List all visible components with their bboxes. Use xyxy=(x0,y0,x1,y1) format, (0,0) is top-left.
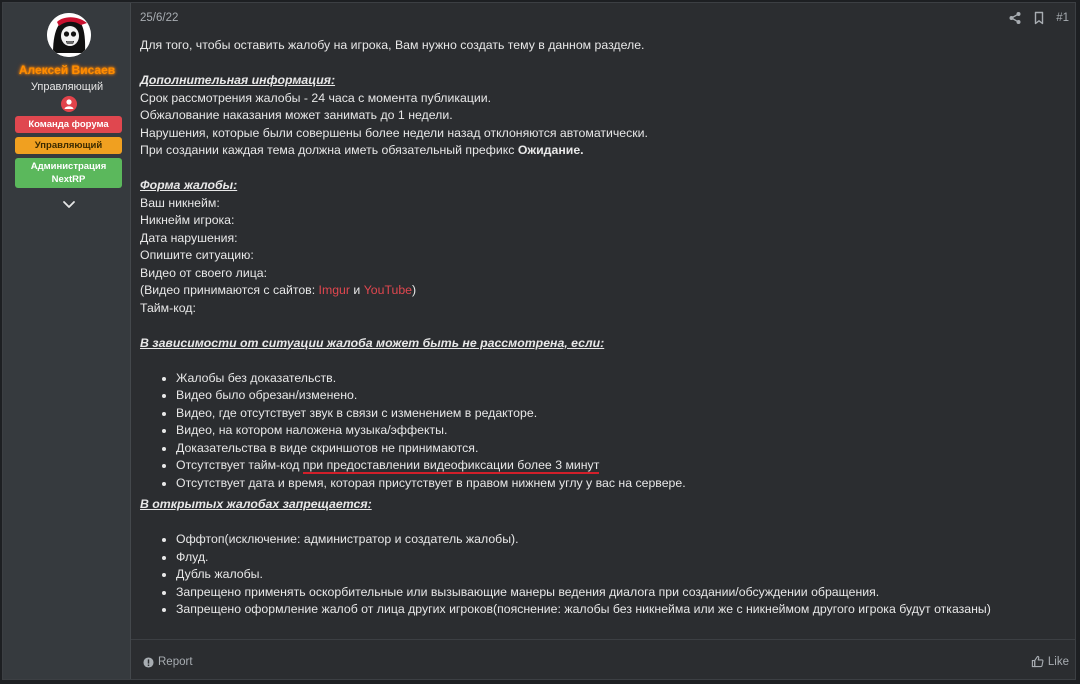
list-item: • Дубль жалобы. xyxy=(176,566,1060,584)
banner-forum-team: Команда форума xyxy=(15,116,122,133)
banner-administration xyxy=(15,158,122,188)
imgur-link[interactable]: Imgur xyxy=(318,283,350,297)
form-line: Никнейм игрока: xyxy=(140,213,235,227)
chevron-down-icon[interactable] xyxy=(61,198,77,212)
report-icon xyxy=(143,657,154,668)
user-avatar[interactable] xyxy=(47,13,91,57)
list-item: • Запрещено оформление жалоб от лица других игроков(пояснение: жалобы без никнейма или же с никнеймом другого игрока будут отказаны) xyxy=(176,601,1060,619)
extra-line: Обжалование наказания может занимать до 1 недели. xyxy=(140,108,453,122)
timecode-rule-text: Отсутствует тайм-код xyxy=(176,458,303,472)
prefix-bold: Ожидание. xyxy=(517,143,584,157)
list-item: • Доказательства в виде скриншотов не принимаются. xyxy=(176,440,1060,458)
user-sidebar xyxy=(3,3,131,679)
thumbs-up-icon xyxy=(1031,655,1044,668)
forbidden-list xyxy=(140,531,1060,619)
reject-list xyxy=(140,370,1060,493)
list-item: • Запрещено применять оскорбительные или вызывающие манеры ведения диалога при создании/обсуждении обращения. xyxy=(176,584,1060,602)
list-item: • Видео, на котором наложена музыка/эффекты. xyxy=(176,422,1060,440)
intro-text: Для того, чтобы оставить жалобу на игрока, Вам нужно создать тему в данном разделе. xyxy=(140,38,645,52)
post-footer xyxy=(131,639,1075,680)
reject-heading: В зависимости от ситуации жалоба может быть не рассмотрена, если: xyxy=(140,335,605,350)
forum-post xyxy=(2,2,1076,680)
post-content xyxy=(131,3,1075,679)
form-line: Ваш никнейм: xyxy=(140,195,220,210)
video-sources-line xyxy=(140,282,1060,300)
share-icon[interactable] xyxy=(1008,11,1022,25)
post-actions xyxy=(1008,11,1069,25)
like-label: Like xyxy=(1047,655,1069,668)
list-item xyxy=(176,457,1060,475)
list-item: • Отсутствует дата и время, которая присутствует в правом нижнем углу у вас на сервере. xyxy=(176,475,1060,493)
list-item: • Видео, где отсутствует звук в связи с изменением в редакторе. xyxy=(176,405,1060,423)
form-line: Дата нарушения: xyxy=(140,230,238,245)
timecode-rule-underlined: при предоставлении видеофиксации более 3 минут xyxy=(302,458,600,472)
prefix-line xyxy=(140,142,1060,160)
youtube-link[interactable]: YouTube xyxy=(363,283,413,297)
user-title: Управляющий xyxy=(30,81,104,93)
list-item: • Оффтоп(исключение: администратор и создатель жалобы). xyxy=(176,531,1060,549)
report-button[interactable] xyxy=(143,656,193,668)
form-line: Опишите ситуацию: xyxy=(140,248,254,262)
banner-manager: Управляющий xyxy=(15,137,122,154)
list-item: • Флуд. xyxy=(176,549,1060,567)
banner-administration-line2: NextRP xyxy=(51,174,86,185)
timecode-line: Тайм-код: xyxy=(140,300,196,315)
video-close-paren: ) xyxy=(412,283,417,297)
bookmark-icon[interactable] xyxy=(1032,11,1046,25)
form-line: Видео от своего лица: xyxy=(140,265,267,280)
post-body xyxy=(140,37,1060,619)
forbidden-heading: В открытых жалобах запрещается: xyxy=(140,497,372,511)
video-sources-text: (Видео принимаются с сайтов: xyxy=(140,283,319,297)
extra-line: Нарушения, которые были совершены более недели назад отклоняются автоматически. xyxy=(140,125,648,140)
list-item: • Видео было обрезан/изменено. xyxy=(176,387,1060,405)
video-and-text: и xyxy=(349,283,364,297)
post-number[interactable]: #1 xyxy=(1056,12,1069,24)
list-item: • Жалобы без доказательств. xyxy=(176,370,1060,388)
extra-line: Срок рассмотрения жалобы - 24 часа с момента публикации. xyxy=(140,90,492,105)
staff-badge-icon xyxy=(61,96,77,112)
post-date[interactable]: 25/6/22 xyxy=(140,12,179,24)
username[interactable]: Алексей Висаев xyxy=(18,63,116,77)
extra-info-heading: Дополнительная информация: xyxy=(140,73,336,87)
form-heading: Форма жалобы: xyxy=(140,178,238,192)
reaper-avatar-icon xyxy=(47,13,91,57)
prefix-text: При создании каждая тема должна иметь обязательный префикс xyxy=(140,143,518,157)
banner-administration-line1: Администрация xyxy=(30,161,107,172)
report-label: Report xyxy=(158,656,193,668)
like-button[interactable] xyxy=(1031,655,1069,668)
